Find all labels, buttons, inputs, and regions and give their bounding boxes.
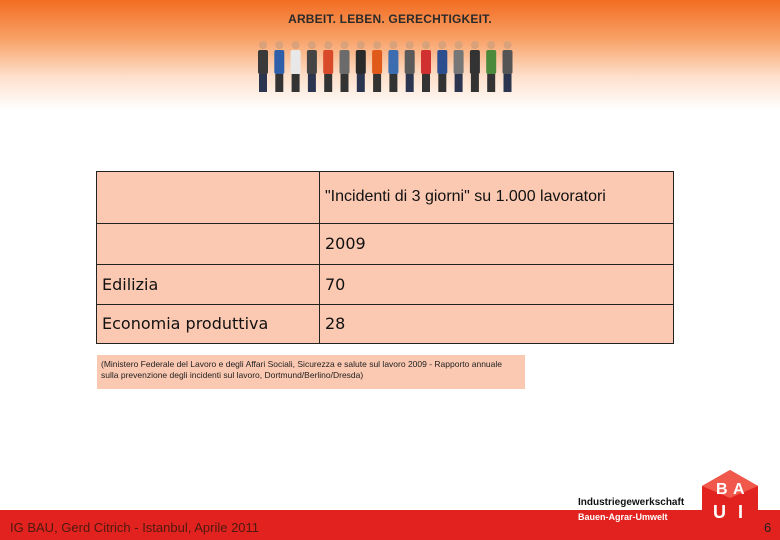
- worker-figure: [291, 41, 301, 92]
- worker-figure: [437, 41, 447, 92]
- source-note: (Ministero Federale del Lavoro e degli Affari Sociali, Sicurezza e salute sul lavoro 2009 - Rapporto annuale sulla prevenzione degli incidenti sul lavoro, Dortmund/Berlino/Dresda): [97, 355, 525, 389]
- org-subtitle: Bauen-Agrar-Umwelt: [578, 512, 668, 522]
- table-cell: [97, 223, 320, 264]
- table-header-row: [97, 172, 674, 224]
- row-value: 28: [320, 304, 674, 343]
- svg-text:I: I: [738, 502, 744, 522]
- table-header-row: [97, 223, 674, 264]
- worker-figure: [454, 41, 464, 92]
- worker-figure: [503, 41, 513, 92]
- worker-figure: [421, 41, 431, 92]
- table-header-title: "Incidenti di 3 giorni" su 1.000 lavoratori: [320, 172, 674, 224]
- worker-figure: [486, 41, 496, 92]
- svg-text:B: B: [716, 481, 728, 498]
- row-label: Economia produttiva: [97, 304, 320, 343]
- page-number: 6: [764, 520, 772, 535]
- worker-figure: [388, 41, 398, 92]
- row-value: 70: [320, 265, 674, 304]
- ig-bau-logo-icon: [700, 468, 760, 526]
- org-name: Industriegewerkschaft: [578, 497, 685, 508]
- svg-text:U: U: [713, 502, 726, 522]
- incidents-table: [96, 171, 674, 344]
- table-row: [97, 265, 674, 304]
- worker-figure: [356, 41, 366, 92]
- worker-figure: [372, 41, 382, 92]
- worker-figure: [274, 41, 284, 92]
- worker-figure: [405, 41, 415, 92]
- worker-figure: [470, 41, 480, 92]
- table-header-year: 2009: [320, 223, 674, 264]
- worker-figure: [323, 41, 333, 92]
- slogan: ARBEIT. LEBEN. GERECHTIGKEIT.: [288, 12, 492, 26]
- worker-figure: [340, 41, 350, 92]
- row-label: Edilizia: [97, 265, 320, 304]
- worker-figure: [258, 41, 268, 92]
- table-row: [97, 304, 674, 343]
- worker-figure: [307, 41, 317, 92]
- table-cell: [97, 172, 320, 224]
- svg-text:A: A: [733, 481, 745, 498]
- workers-illustration: [255, 36, 525, 106]
- footer-text: IG BAU, Gerd Citrich - Istanbul, Aprile 2011: [10, 520, 260, 535]
